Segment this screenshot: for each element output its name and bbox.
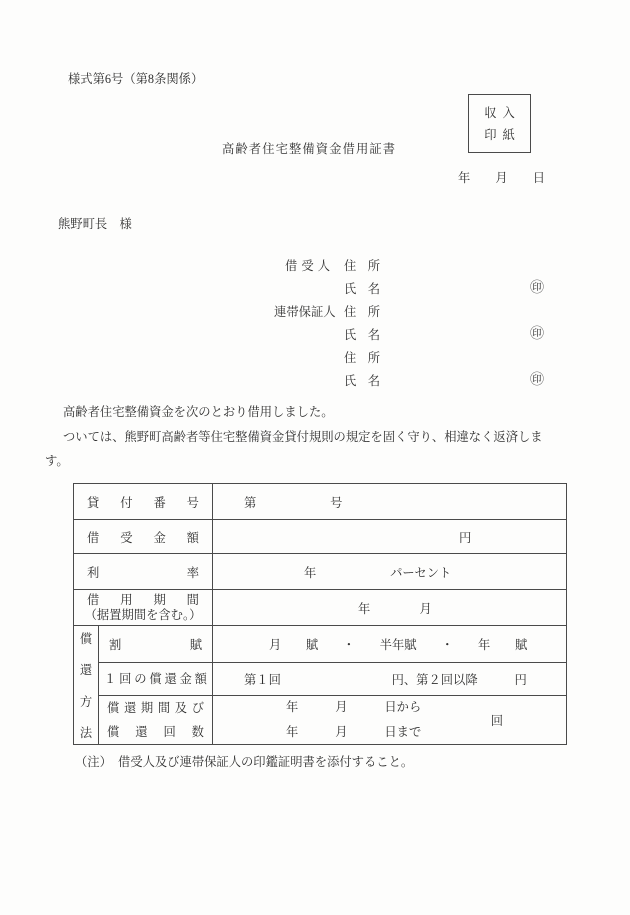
loan-amount-label: 借 受 金 額 xyxy=(87,530,199,545)
loan-period-label-note: （据置期間を含む。） xyxy=(84,608,202,622)
footnote: （注） 借受人及び連帯保証人の印鑑証明書を添付すること。 xyxy=(75,755,414,769)
interest-rate-value-cell xyxy=(213,554,567,590)
installment-value-cell xyxy=(213,626,567,663)
signatory-role: 借 受 人 xyxy=(285,259,330,273)
body-paragraph-1: 高齢者住宅整備資金を次のとおり借用しました。 xyxy=(63,405,334,419)
loan-details-table xyxy=(73,483,567,745)
interest-rate-label-cell xyxy=(74,554,213,590)
seal-mark-icon: ㊞ xyxy=(530,373,544,388)
signatory-row-borrower-address xyxy=(0,256,630,273)
signatory-field-label: 氏 名 xyxy=(344,374,380,388)
period-count-label-cell xyxy=(99,696,213,745)
date-line: 年 月 日 xyxy=(458,171,545,185)
installment-label: 割 賦 xyxy=(109,638,202,652)
period-from-value: 年 月 日から xyxy=(286,700,422,714)
loan-amount-value: 円 xyxy=(459,530,472,545)
installment-value: 月 賦 ・ 半年賦 ・ 年 賦 xyxy=(269,638,528,652)
document-title: 高齢者住宅整備資金借用証書 xyxy=(222,142,397,156)
loan-number-label: 貸 付 番 号 xyxy=(87,495,199,510)
body-paragraph-2-line-2: す。 xyxy=(45,454,69,468)
revenue-stamp-line1: 収入 xyxy=(484,106,521,120)
period-count-label-line2: 償 還 回 数 xyxy=(107,725,204,739)
signatory-row-guarantor2-name xyxy=(0,371,630,388)
per-payment-value: 第１回 円、第２回以降 円 xyxy=(244,673,527,687)
period-count-value-cell xyxy=(213,696,567,745)
per-payment-value-cell xyxy=(213,663,567,696)
signatory-row-guarantor2-address xyxy=(0,348,630,365)
period-count-value xyxy=(213,696,566,744)
seal-mark-icon: ㊞ xyxy=(530,327,544,342)
loan-number-label-cell xyxy=(74,484,213,520)
loan-amount-label-cell xyxy=(74,520,213,554)
loan-period-value: 年 月 xyxy=(358,601,432,616)
loan-period-label: 借 用 期 間 xyxy=(87,593,199,607)
table-row-period-count xyxy=(74,696,567,745)
revenue-stamp-box xyxy=(468,94,531,153)
signatory-field-label: 住 所 xyxy=(344,305,380,319)
loan-period-value-cell xyxy=(213,590,567,626)
per-payment-label-cell xyxy=(99,663,213,696)
loan-period-label-cell xyxy=(74,590,213,626)
revenue-stamp-line2: 印紙 xyxy=(484,128,521,142)
body-text xyxy=(45,400,557,474)
form-number: 様式第6号（第8条関係） xyxy=(68,72,204,86)
signatory-row-guarantor-name xyxy=(0,325,630,342)
signatory-row-guarantor-address xyxy=(0,302,630,319)
repayment-method-vertical-label: 償 還 方 法 xyxy=(79,632,93,740)
body-paragraph-2-line-1: ついては、熊野町高齢者等住宅整備資金貸付規則の規定を固く守り、相違なく返済しま xyxy=(63,429,543,444)
signatory-row-borrower-name xyxy=(0,279,630,296)
period-count-label-line1: 償 還 期 間 及 び xyxy=(107,701,204,715)
period-to-value: 年 月 日まで xyxy=(286,725,422,739)
signatory-field-label: 氏 名 xyxy=(344,328,380,342)
signatory-field-label: 住 所 xyxy=(344,351,380,365)
seal-mark-icon: ㊞ xyxy=(530,281,544,296)
interest-rate-value: 年 パーセント xyxy=(304,565,452,580)
table-row-installment xyxy=(74,626,567,663)
table-row-interest-rate xyxy=(74,554,567,590)
addressee: 熊野町長 様 xyxy=(58,217,132,231)
signatory-role: 連 帯 保 証 人 xyxy=(274,305,336,319)
repayment-method-vertical-cell xyxy=(74,626,99,745)
table-row-loan-number xyxy=(74,484,567,520)
signatory-field-label: 氏 名 xyxy=(344,282,380,296)
table-row-loan-period xyxy=(74,590,567,626)
loan-amount-value-cell xyxy=(213,520,567,554)
installment-label-cell xyxy=(99,626,213,663)
interest-rate-label: 利 率 xyxy=(87,565,199,580)
loan-number-value: 第 号 xyxy=(244,495,343,510)
loan-number-value-cell xyxy=(213,484,567,520)
per-payment-label: １ 回 の 償 還 金 額 xyxy=(104,672,207,686)
signatory-field-label: 住 所 xyxy=(344,259,380,273)
repayment-count-value: 回 xyxy=(490,714,503,728)
table-row-per-payment xyxy=(74,663,567,696)
table-row-loan-amount xyxy=(74,520,567,554)
